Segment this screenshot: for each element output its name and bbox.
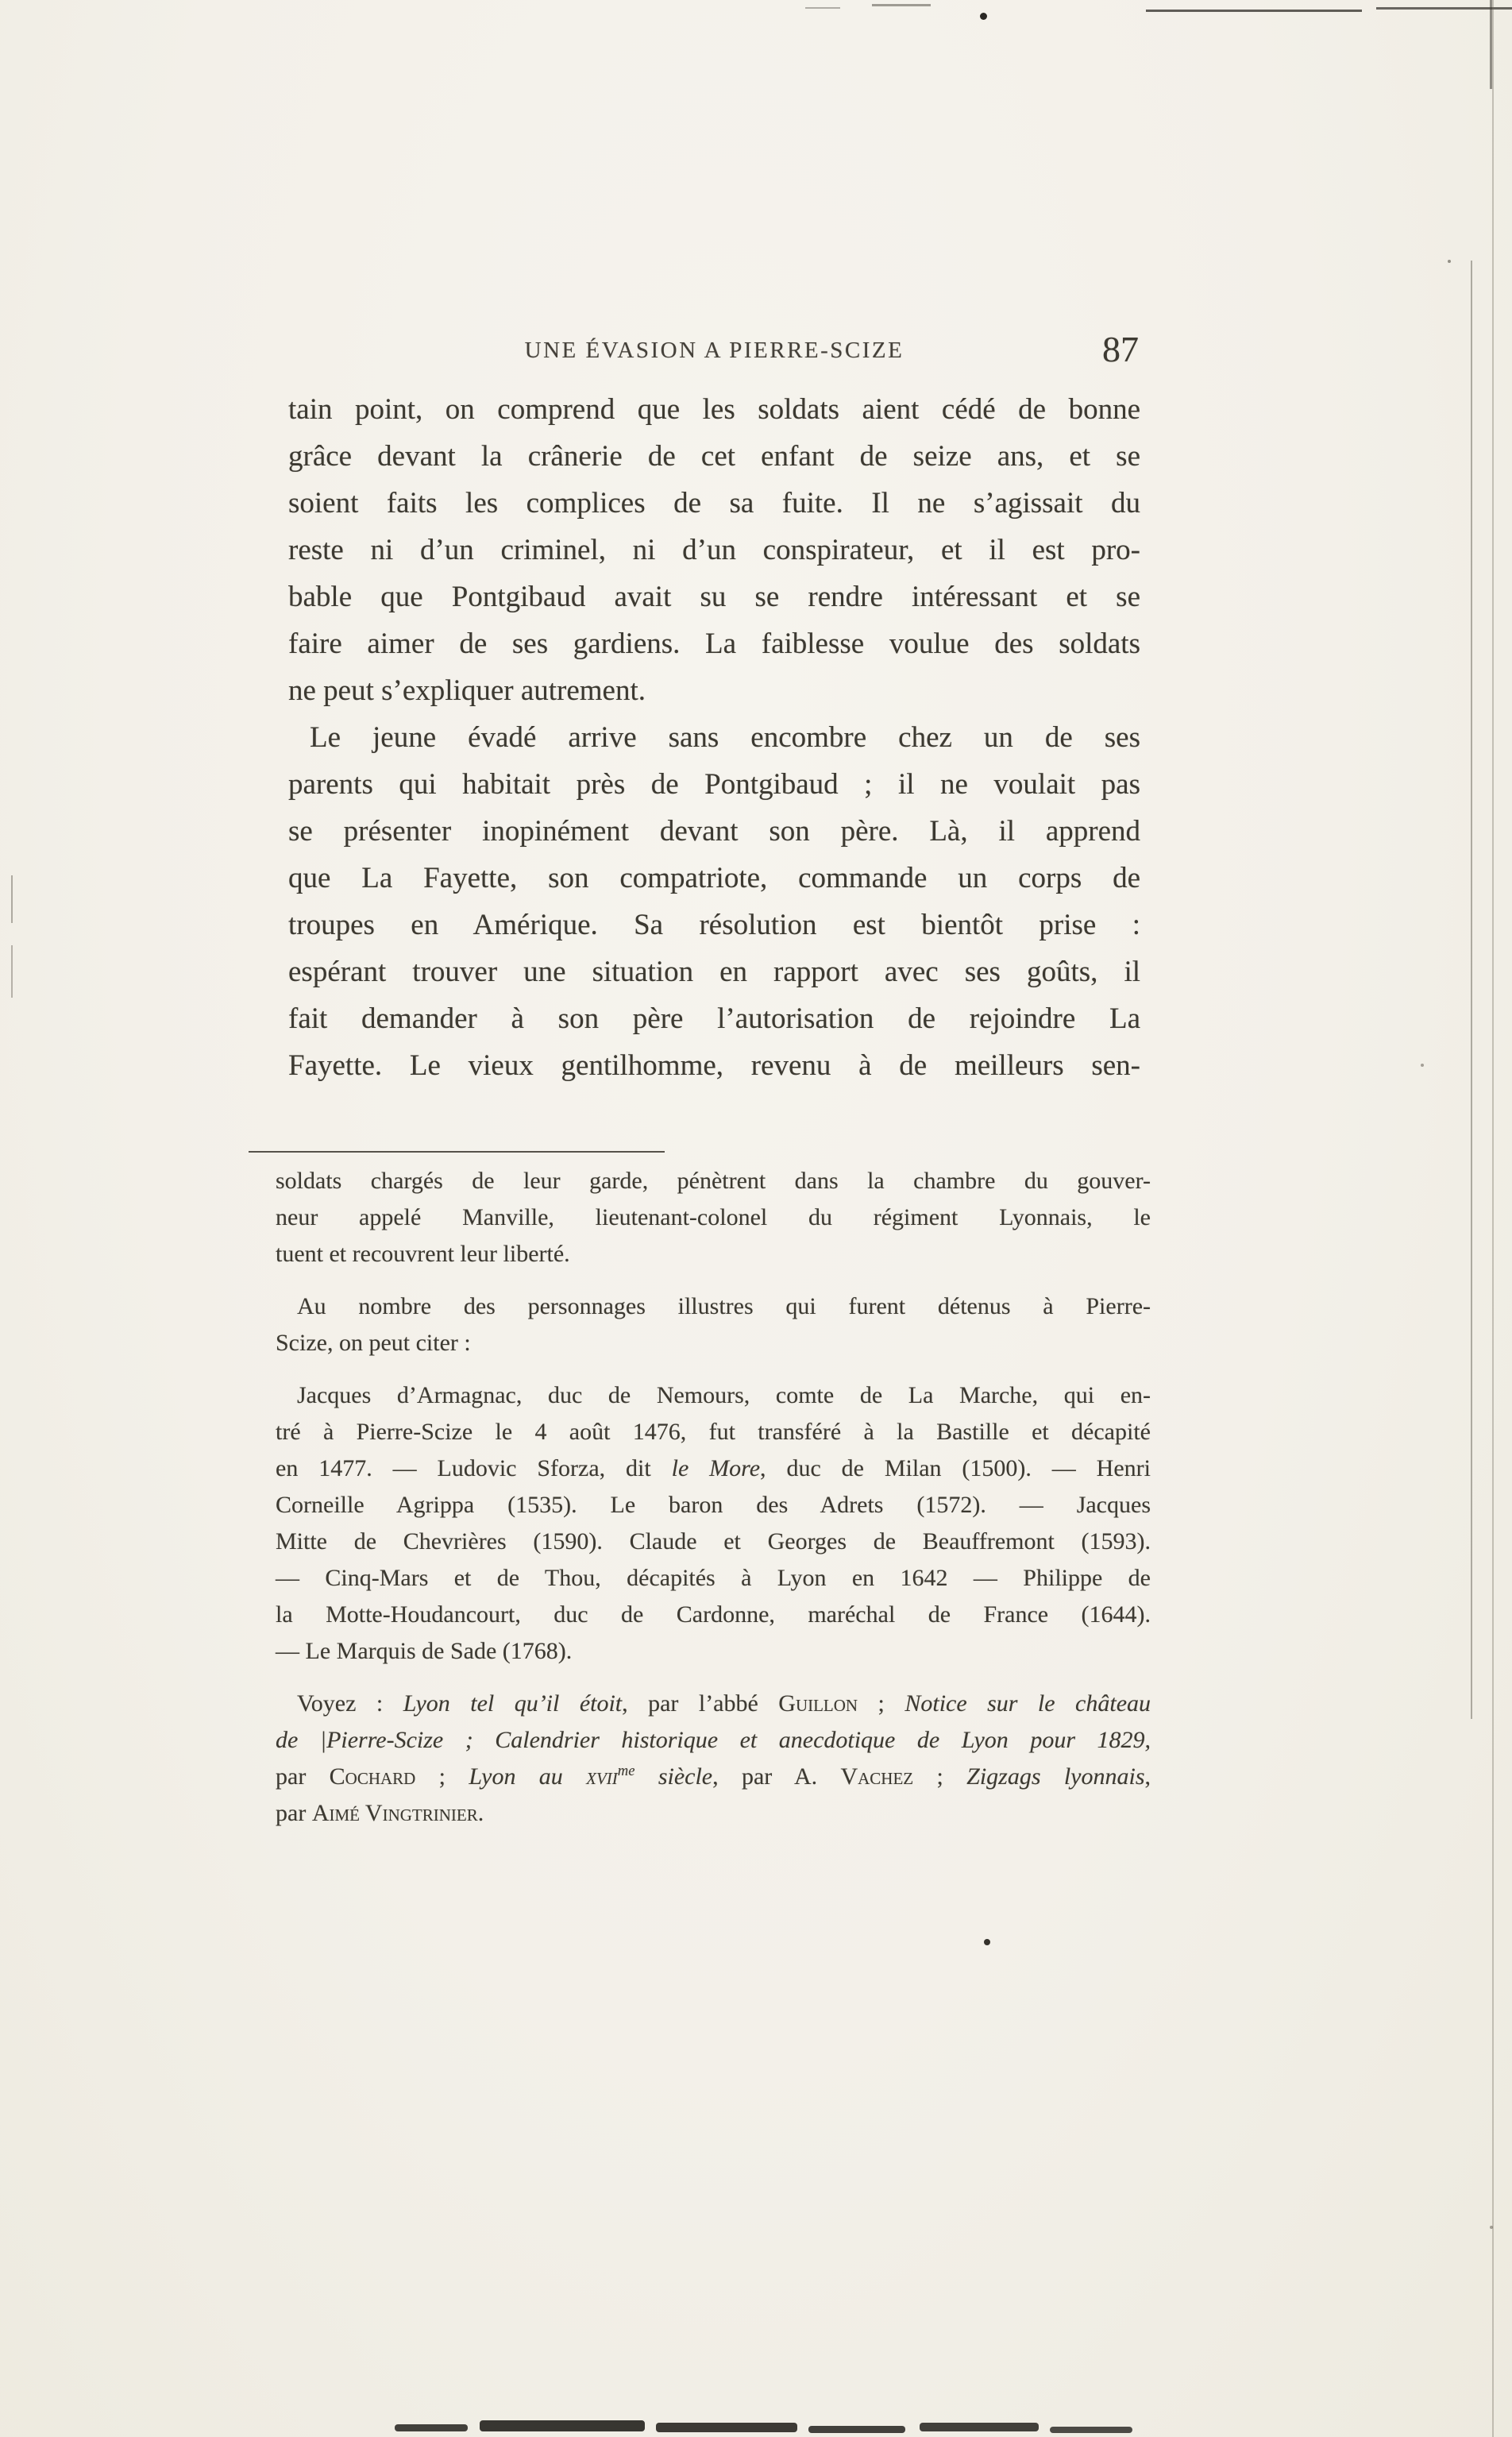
paragraph — [288, 714, 1140, 1089]
footnotes — [276, 1163, 1151, 1832]
scan-vertical-line-right — [1490, 0, 1492, 89]
text-segment: , par l’abbé — [622, 1690, 779, 1717]
text-segment: ne peut s’expliquer autrement. — [288, 674, 646, 707]
text-line — [288, 620, 1140, 667]
text-segment: ; — [913, 1763, 967, 1790]
text-segment: neur appelé Manville, lieutenant-colonel du régiment Lyonnais, le — [276, 1204, 1151, 1230]
text-segment: troupes en Amérique. Sa résolution est bientôt prise : — [288, 909, 1140, 941]
running-title: UNE ÉVASION A PIERRE-SCIZE — [524, 338, 904, 363]
text-segment: , — [1144, 1763, 1151, 1790]
paragraph — [276, 1686, 1151, 1832]
text-segment: Zigzags lyonnais — [966, 1763, 1145, 1790]
text-segment: Guillon — [778, 1690, 858, 1717]
text-segment: Lyon au — [469, 1763, 587, 1790]
text-line — [276, 1560, 1151, 1597]
text-segment: , duc de Milan (1500). — Henri — [760, 1455, 1151, 1481]
text-line — [276, 1325, 1151, 1361]
scan-vertical-line-right — [1492, 0, 1494, 2437]
text-line — [288, 902, 1140, 948]
text-line — [276, 1633, 1151, 1670]
text-segment: soldats chargés de leur garde, pénètrent dans la chambre du gouver- — [276, 1168, 1151, 1194]
text-line — [288, 714, 1140, 761]
text-line — [276, 1414, 1151, 1450]
text-segment: la Motte-Houdancourt, duc de Cardonne, maréchal de France (1644). — [276, 1601, 1151, 1628]
text-segment: Notice sur le château — [904, 1690, 1151, 1717]
text-line — [288, 433, 1140, 480]
text-segment: par — [276, 1763, 330, 1790]
paragraph — [276, 1163, 1151, 1273]
scan-vertical-line-margin — [1471, 261, 1472, 1719]
scan-speck — [1448, 260, 1451, 263]
text-segment: , par A. — [712, 1763, 841, 1790]
text-segment: Corneille Agrippa (1535). Le baron des Adrets (1572). — Jacques — [276, 1492, 1151, 1518]
text-segment: se présenter inopinément devant son père. Là, il apprend — [288, 815, 1140, 848]
text-line — [276, 1795, 1151, 1832]
text-segment: faire aimer de ses gardiens. La faiblesse voulue des soldats — [288, 628, 1140, 660]
text-segment: me — [617, 1763, 635, 1779]
text-segment: de |Pierre-Scize ; Calendrier historique et anecdotique de Lyon pour 1829, — [276, 1727, 1151, 1753]
text-segment: fait demander à son père l’autorisation de rejoindre La — [288, 1002, 1140, 1035]
page-header — [288, 322, 1140, 370]
paragraph — [276, 1377, 1151, 1670]
text-segment: Scize, on peut citer : — [276, 1330, 471, 1356]
scan-mark-bottom-edge — [808, 2426, 905, 2433]
text-segment: ; — [415, 1763, 469, 1790]
text-segment: en 1477. — Ludovic Sforza, dit — [276, 1455, 672, 1481]
scan-mark-bottom-edge — [920, 2423, 1039, 2431]
text-line — [276, 1377, 1151, 1414]
scan-mark-left-margin — [11, 945, 13, 998]
text-segment: bable que Pontgibaud avait su se rendre intéressant et se — [288, 581, 1140, 613]
page-number: 87 — [1102, 329, 1139, 369]
text-line — [276, 1288, 1151, 1325]
text-segment: grâce devant la crânerie de cet enfant de seize ans, et se — [288, 440, 1140, 473]
ink-dot — [980, 13, 987, 20]
text-segment: tain point, on comprend que les soldats aient cédé de bonne — [288, 393, 1140, 426]
text-segment: espérant trouver une situation en rapport avec ses goûts, il — [288, 956, 1140, 988]
footnote-separator-rule — [249, 1151, 665, 1153]
text-segment: que La Fayette, son compatriote, commande un corps de — [288, 862, 1140, 894]
scan-speck — [1421, 1064, 1424, 1067]
scan-mark-bottom-edge — [480, 2420, 645, 2431]
text-segment: Mitte de Chevrières (1590). Claude et Georges de Beauffremont (1593). — [276, 1528, 1151, 1555]
text-line — [276, 1524, 1151, 1560]
text-line — [276, 1236, 1151, 1273]
text-line — [288, 527, 1140, 574]
text-line — [288, 667, 1140, 714]
text-line — [288, 995, 1140, 1042]
text-segment: le More — [671, 1455, 761, 1481]
text-segment: soient faits les complices de sa fuite. Il ne s’agissait du — [288, 487, 1140, 519]
paragraph — [276, 1288, 1151, 1361]
text-segment: . — [477, 1800, 484, 1826]
text-line — [288, 855, 1140, 902]
text-segment: ; — [858, 1690, 905, 1717]
text-segment: Vachez — [840, 1763, 914, 1790]
text-segment: parents qui habitait près de Pontgibaud ; il ne voulait pas — [288, 768, 1140, 801]
text-line — [288, 480, 1140, 527]
text-segment: Fayette. Le vieux gentilhomme, revenu à de meilleurs sen- — [288, 1049, 1140, 1082]
text-segment: — Cinq-Mars et de Thou, décapités à Lyon en 1642 — Philippe de — [276, 1565, 1151, 1591]
scan-mark-top-edge — [1146, 10, 1362, 12]
text-line — [288, 386, 1140, 433]
text-line — [288, 1042, 1140, 1089]
text-line — [288, 808, 1140, 855]
text-segment: Le jeune évadé arrive sans encombre chez un de ses — [310, 721, 1140, 754]
text-segment: reste ni d’un criminel, ni d’un conspirateur, et il est pro- — [288, 534, 1140, 566]
text-segment: tré à Pierre-Scize le 4 août 1476, fut transféré à la Bastille et décapité — [276, 1419, 1151, 1445]
text-line — [288, 761, 1140, 808]
text-segment: par — [276, 1800, 312, 1826]
text-line — [276, 1199, 1151, 1236]
text-segment: Cochard — [329, 1763, 416, 1790]
text-segment: Au nombre des personnages illustres qui furent détenus à Pierre- — [297, 1293, 1151, 1319]
text-segment: tuent et recouvrent leur liberté. — [276, 1241, 570, 1267]
paragraph — [288, 386, 1140, 714]
text-line — [288, 948, 1140, 995]
text-line — [276, 1759, 1151, 1795]
text-segment: Aimé Vingtrinier — [311, 1800, 478, 1826]
text-segment: xvii — [586, 1763, 618, 1790]
text-line — [276, 1686, 1151, 1722]
text-segment: Jacques d’Armagnac, duc de Nemours, comte de La Marche, qui en- — [297, 1382, 1151, 1408]
text-line — [276, 1163, 1151, 1199]
text-line — [276, 1450, 1151, 1487]
scan-mark-left-margin — [11, 875, 13, 923]
text-segment: Voyez : — [297, 1690, 403, 1717]
scan-speck — [1490, 2226, 1493, 2229]
text-line — [288, 574, 1140, 620]
printers-dot — [984, 1939, 990, 1945]
body-text — [288, 386, 1140, 1089]
scan-mark-bottom-edge — [1050, 2427, 1132, 2433]
text-segment: Lyon tel qu’il étoit — [403, 1690, 623, 1717]
text-segment: — Le Marquis de Sade (1768). — [276, 1638, 573, 1664]
text-line — [276, 1722, 1151, 1759]
scan-mark-bottom-edge — [656, 2423, 797, 2432]
scan-mark-top-edge — [872, 4, 931, 6]
scan-mark-top-edge — [805, 7, 840, 9]
text-line — [276, 1487, 1151, 1524]
text-segment: siècle — [634, 1763, 713, 1790]
text-line — [276, 1597, 1151, 1633]
scan-mark-bottom-edge — [395, 2424, 468, 2431]
